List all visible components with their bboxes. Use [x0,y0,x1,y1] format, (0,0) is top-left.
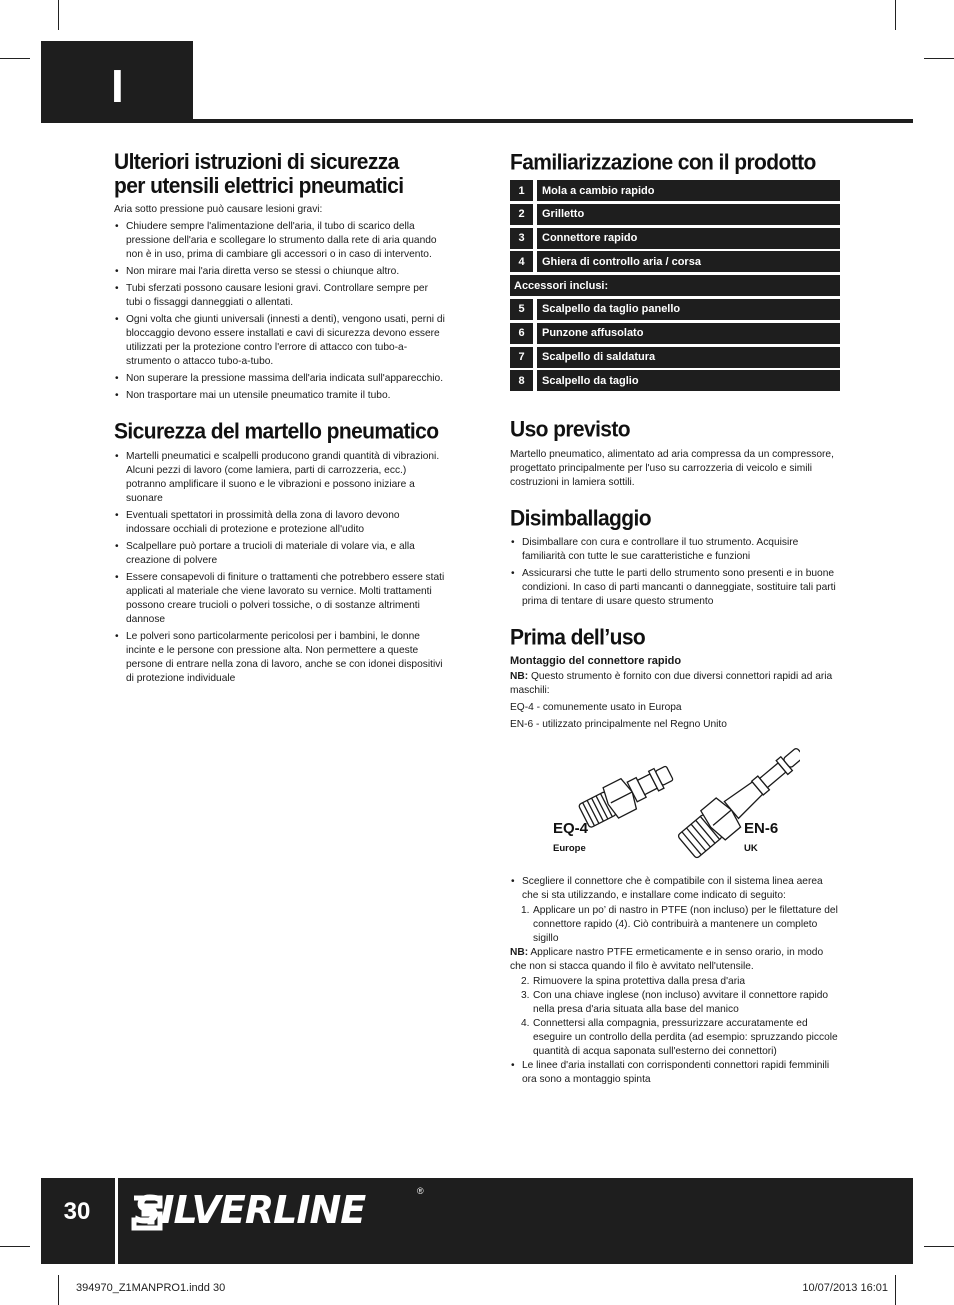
crop-mark [924,58,954,59]
table-row [510,323,840,344]
list-item: • Ogni volta che giunti universali (innesti a denti), vengono usati, perni di bloccaggio devono essere installati e cavi di sicurezza devono essere utilizzati per la protezione contro l'errore di attacco con tubo-a-strumento o attacco tubo-a-tubo. [114,313,446,369]
list-item: • Non superare la pressione massima dell'aria indicata sull'apparecchio. [114,372,446,386]
crop-mark [0,1246,30,1247]
part-number: 8 [510,370,533,391]
crop-mark [895,0,896,30]
eq4-connector-image [576,758,677,832]
title-line: per utensili elettrici pneumatici [114,174,404,199]
eq4-sub: Europe [553,843,586,854]
list-item: • Non mirare mai l'aria diretta verso se stessi o chiunque altro. [114,265,446,279]
table-row [510,299,840,320]
safety-bullets [114,220,446,403]
header-rule [193,119,913,123]
language-tab [41,41,193,123]
brand-logo: SILVERLINE [134,1188,366,1232]
list-item: • Scegliere il connettore che è compatibile con il sistema linea aerea che si sta utilizzando, e installare come indicato di seguito: [510,875,840,903]
nb-label: NB: [510,947,529,958]
uso-text: Martello pneumatico, alimentato ad aria compressa da un compressore, progettato principalmente per l'uso su carrozzeria di veicolo e simili costruzioni in lamiera sottili. [510,449,834,488]
step-text: Rimuovere la spina protettiva dalla presa d'aria [533,976,746,987]
section-title-uso: Uso previsto [510,417,630,442]
registered-mark: ® [417,1186,424,1196]
crop-mark [58,0,59,30]
part-number: 7 [510,347,533,368]
section-title-safety [114,150,446,198]
step-text: Con una chiave inglese (non incluso) avvitare il connettore rapido nella presa d'aria situata alla base del manico [533,990,829,1015]
crop-mark [924,1246,954,1247]
page-number: 30 [63,1198,91,1225]
list-item: • Non trasportare mai un utensile pneumatico tramite il tubo. [114,389,446,403]
language-letter: I [111,60,124,112]
section-title-prima: Prima dell’uso [510,625,646,650]
crop-mark [58,1275,59,1305]
table-row [510,347,840,368]
section-title-hammer: Sicurezza del martello pneumatico [114,419,439,444]
table-row [510,204,840,225]
step-number: 1. [521,905,530,916]
step-item [510,975,840,989]
disimballaggio-bullets [510,536,840,609]
part-label: Punzone affusolato [537,323,840,344]
disimballaggio-section [510,507,840,612]
install-steps [510,904,840,946]
part-number: 5 [510,299,533,320]
table-row [510,180,840,201]
step-number: 2. [521,976,530,987]
nb-text: Applicare nastro PTFE ermeticamente e in senso orario, in modo che non si stacca quando il filo è avvitato nell'utensile. [510,947,824,972]
table-row [510,228,840,249]
install-steps [510,975,840,1059]
part-label: Grilletto [537,204,840,225]
en6-line: EN-6 - utilizzato principalmente nel Regno Unito [510,719,727,730]
table-row [510,251,840,272]
step-item [510,904,840,946]
part-label: Ghiera di controllo aria / corsa [537,251,840,272]
step-text: Applicare un po’ di nastro in PTFE (non incluso) per le filettature del connettore rapido (4). Ciò contribuirà a mantenere un completo sigillo [533,905,838,944]
eq4-line: EQ-4 - comunemente usato in Europa [510,702,682,713]
list-item: • Essere consapevoli di finiture o trattamenti che potrebbero essere stati applicati al materiale che viene lavorato su vernice. Molti trattamenti possono creare trucioli o polveri tossiche, o di sostanze altrimenti dannose [114,571,446,627]
list-item: • Chiudere sempre l'alimentazione dell'aria, il tubo di scarico della pressione dell'aria e scollegare lo strumento dalla rete di aria quando non è in uso, prima di cambiare gli accessori o in caso di intervento. [114,220,446,262]
prima-section [510,626,840,732]
nb-note-2 [510,946,840,974]
en6-label: EN-6 [744,820,779,837]
crop-mark [895,1275,896,1305]
install-bullets [510,875,840,903]
part-number: 2 [510,204,533,225]
part-label: Connettore rapido [537,228,840,249]
install-bullets [510,1059,840,1087]
part-number: 4 [510,251,533,272]
installation-instructions [510,875,840,1090]
uso-section [510,418,840,490]
part-label: Mola a cambio rapido [537,180,840,201]
step-number: 4. [521,1018,530,1029]
list-item: • Eventuali spettatori in prossimità della zona di lavoro devono indossare occhiali di protezione e protezione all'udito [114,509,446,537]
list-item: • Tubi sferzati possono causare lesioni gravi. Controllare sempre per tubi o fissaggi danneggiati o allentati. [114,282,446,310]
list-item: • Le polveri sono particolarmente pericolosi per i bambini, le donne incinte e le persone con pressione alta. Non permettere a queste persone di entrare nella zona di lavoro, anche se con idonei dispositivi di protezione individuale [114,630,446,686]
list-item: • Le linee d'aria installati con corrispondenti connettori rapidi femminili ora sono a montaggio spinta [510,1059,840,1087]
step-number: 3. [521,990,530,1001]
title-line: Ulteriori istruzioni di sicurezza [114,149,399,174]
step-text: Connettersi alla compagnia, pressurizzare accuratamente ed eseguire un controllo della perdita (ad esempio: spruzzando piccole quantità di acqua saponata sull'esterno dei connettori) [533,1018,838,1057]
slug-filename: 394970_Z1MANPRO1.indd 30 [76,1282,226,1294]
nb-note [510,670,840,698]
crop-mark [0,58,30,59]
list-item: • Scalpellare può portare a trucioli di materiale di volare via, e alla creazione di polvere [114,540,446,568]
part-label: Scalpello da taglio panello [537,299,840,320]
part-label: Scalpello da taglio [537,370,840,391]
accessories-heading: Accessori inclusi: [510,275,840,296]
eq4-label: EQ-4 [553,820,589,837]
part-label: Scalpello di saldatura [537,347,840,368]
en6-connector-image [675,742,800,862]
step-item [510,989,840,1017]
list-item: • Disimballare con cura e controllare il tuo strumento. Acquisire familiarità con tutte le sue caratteristiche e funzioni [510,536,840,564]
connector-figure [550,742,800,862]
section-title-familiar: Familiarizzazione con il prodotto [510,150,816,175]
hammer-bullets [114,450,446,686]
safety-intro: Aria sotto pressione può causare lesioni gravi: [114,204,323,215]
prima-subtitle: Montaggio del connettore rapido [510,655,682,667]
table-row [510,370,840,391]
step-item [510,1017,840,1059]
en6-sub: UK [744,843,758,854]
part-number: 1 [510,180,533,201]
left-column [114,151,446,689]
parts-table [510,180,840,394]
footer-divider [115,1178,118,1264]
slug-timestamp: 10/07/2013 16:01 [802,1282,888,1294]
section-title-disimballaggio: Disimballaggio [510,506,651,531]
nb-label: NB: [510,671,529,682]
part-number: 6 [510,323,533,344]
part-number: 3 [510,228,533,249]
nb-text: Questo strumento è fornito con due diversi connettori rapidi ad aria maschili: [510,671,833,696]
list-item: • Assicurarsi che tutte le parti dello strumento sono presenti e in buone condizioni. In caso di parti mancanti o danneggiate, sostituire tali parti prima di tentare di usare questo strumento [510,567,840,609]
list-item: • Martelli pneumatici e scalpelli producono grandi quantità di vibrazioni. Alcuni pezzi di lavoro (come lamiera, parti di carrozzeria, ecc.) potranno amplificare il suono e le vibrazioni e possono iniziare a suonare [114,450,446,506]
